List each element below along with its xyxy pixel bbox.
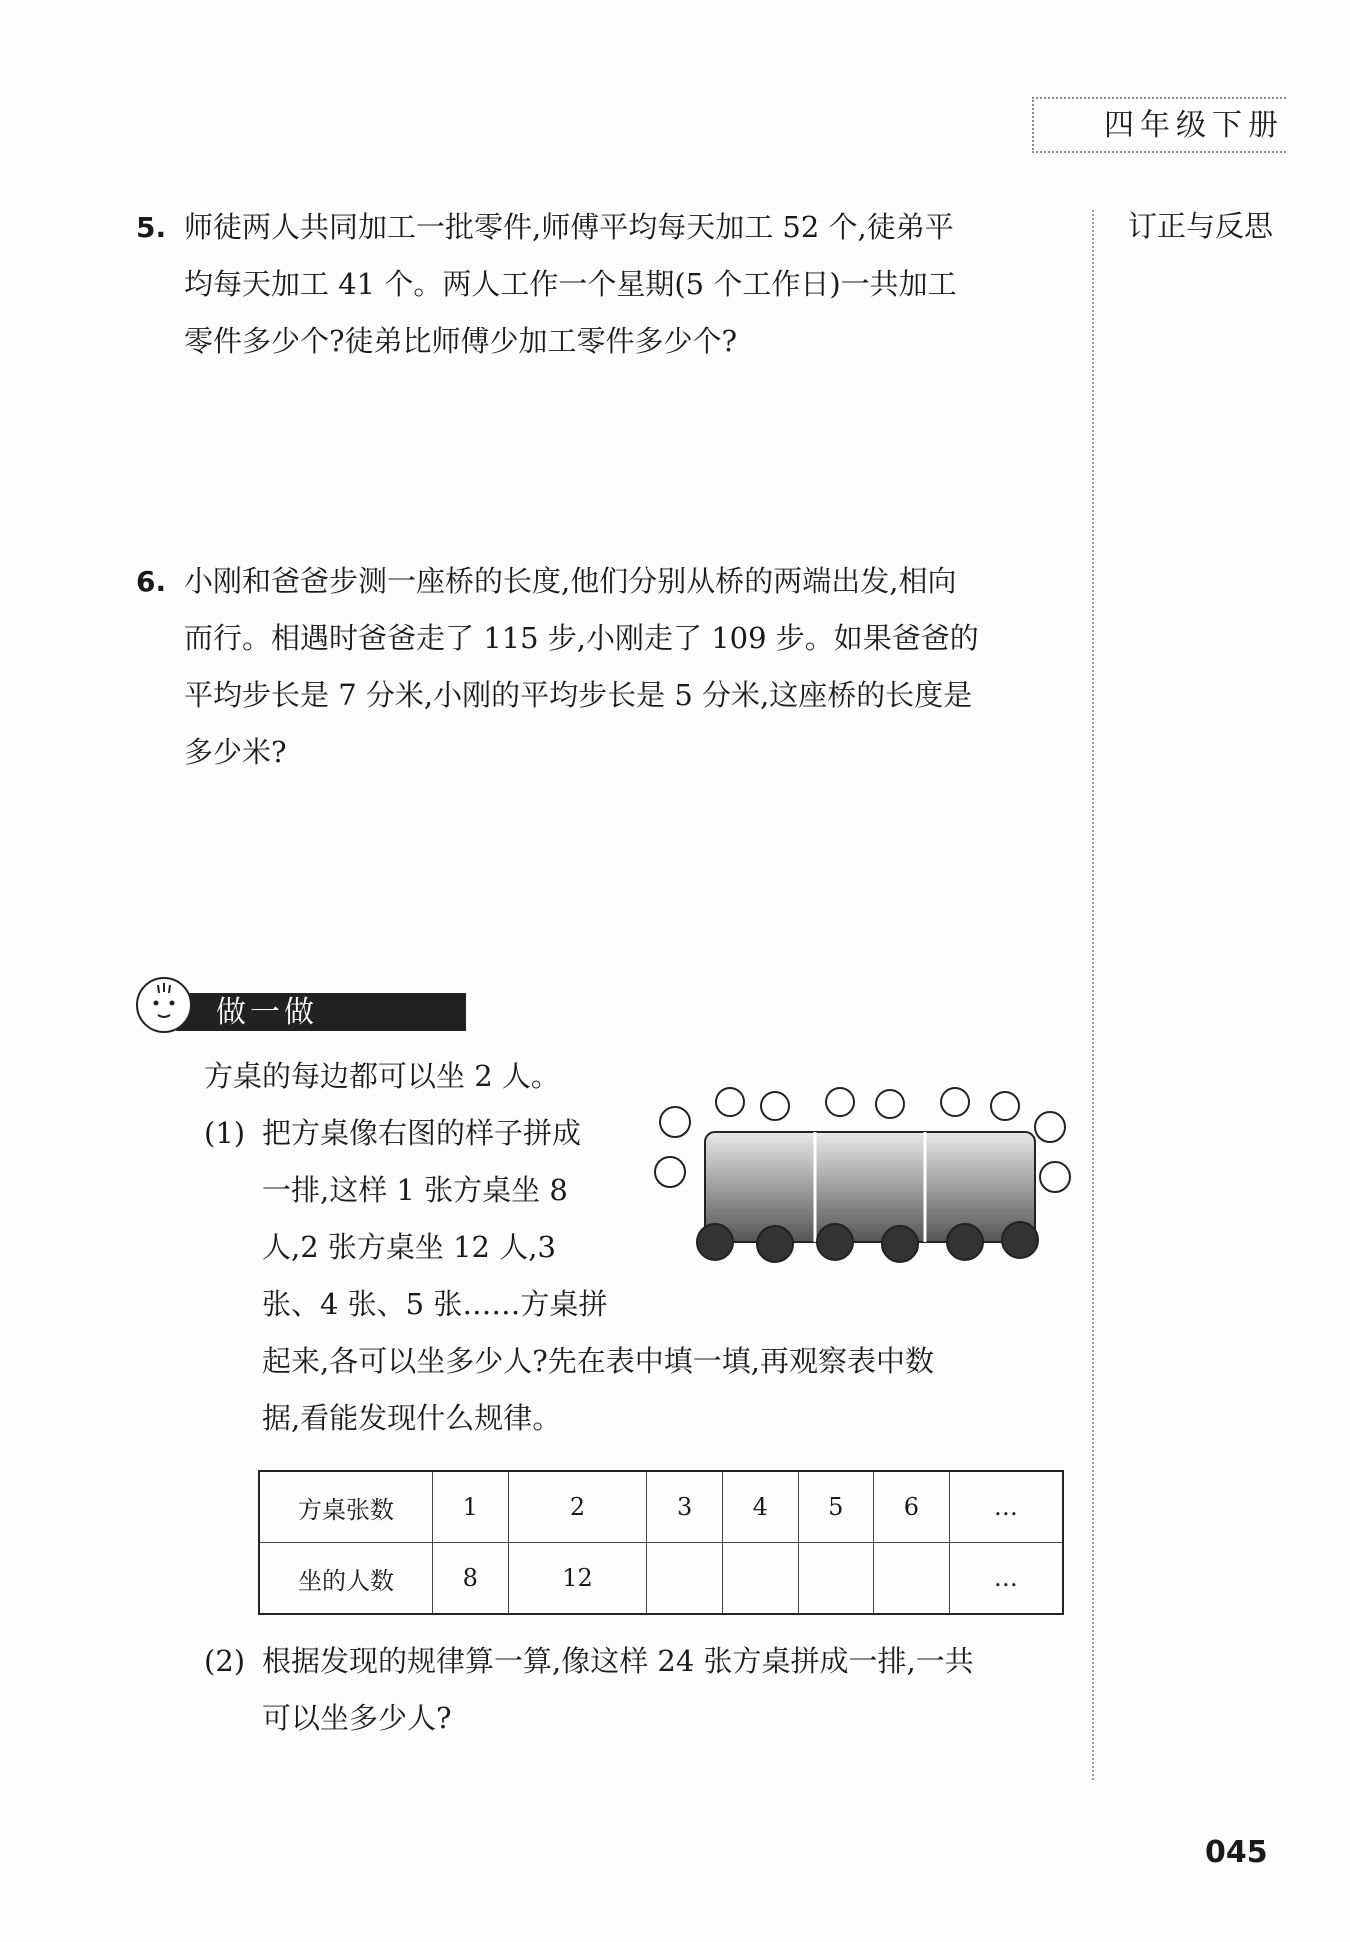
part-1-line: 一排,这样 1 张方桌坐 8 bbox=[262, 1173, 568, 1207]
table-cell: 12 bbox=[508, 1543, 647, 1615]
margin-divider bbox=[1092, 210, 1094, 1780]
table-row bbox=[259, 1543, 1063, 1615]
table-cell: 坐的人数 bbox=[259, 1543, 433, 1615]
answer-cell[interactable] bbox=[798, 1543, 874, 1615]
question-line: 多少米? bbox=[184, 735, 287, 769]
question-5 bbox=[136, 199, 1064, 370]
question-number: 6. bbox=[136, 565, 167, 598]
answer-cell[interactable] bbox=[647, 1543, 723, 1615]
activity-heading bbox=[136, 977, 336, 1037]
answer-cell[interactable] bbox=[722, 1543, 798, 1615]
question-line: 师徒两人共同加工一批零件,师傅平均每天加工 52 个,徒弟平 bbox=[184, 210, 954, 244]
table-cell: 4 bbox=[722, 1471, 798, 1543]
question-line: 零件多少个?徒弟比师傅少加工零件多少个? bbox=[184, 324, 738, 358]
table-cell: 6 bbox=[874, 1471, 950, 1543]
part-1-line: 起来,各可以坐多少人?先在表中填一填,再观察表中数 bbox=[262, 1344, 934, 1378]
activity-intro: 方桌的每边都可以坐 2 人。 bbox=[204, 1059, 560, 1093]
table-cell: 2 bbox=[508, 1471, 647, 1543]
question-line: 小刚和爸爸步测一座桥的长度,他们分别从桥的两端出发,相向 bbox=[184, 564, 957, 598]
table-row bbox=[259, 1471, 1063, 1543]
table-cell: … bbox=[949, 1543, 1063, 1615]
page-number: 045 bbox=[1205, 1835, 1268, 1870]
activity-title: 做一做 bbox=[216, 995, 318, 1030]
table-cell: 8 bbox=[433, 1543, 509, 1615]
answer-cell[interactable] bbox=[874, 1543, 950, 1615]
part-2-line: 根据发现的规律算一算,像这样 24 张方桌拼成一排,一共 bbox=[262, 1644, 974, 1678]
table-cell: 3 bbox=[647, 1471, 723, 1543]
part-1-line: 把方桌像右图的样子拼成 bbox=[262, 1116, 582, 1150]
part-1-line: 人,2 张方桌坐 12 人,3 bbox=[262, 1230, 556, 1264]
table-cell: … bbox=[949, 1471, 1063, 1543]
table-cell: 1 bbox=[433, 1471, 509, 1543]
tables-seats-table bbox=[258, 1470, 1064, 1615]
question-line: 而行。相遇时爸爸走了 115 步,小刚走了 109 步。如果爸爸的 bbox=[184, 621, 979, 655]
part-2-label: (2) bbox=[204, 1644, 246, 1678]
cartoon-face-icon bbox=[136, 977, 192, 1033]
table-cell: 5 bbox=[798, 1471, 874, 1543]
table-cell: 方桌张数 bbox=[259, 1471, 433, 1543]
grade-title: 四年级下册 bbox=[1098, 100, 1290, 144]
part-1-line: 据,看能发现什么规律。 bbox=[262, 1401, 562, 1435]
question-line: 均每天加工 41 个。两人工作一个星期(5 个工作日)一共加工 bbox=[184, 267, 957, 301]
children-at-tables-illustration bbox=[645, 1072, 1075, 1282]
part-2-line: 可以坐多少人? bbox=[262, 1701, 452, 1735]
question-number: 5. bbox=[136, 211, 167, 244]
part-1-label: (1) bbox=[204, 1116, 246, 1150]
question-line: 平均步长是 7 分米,小刚的平均步长是 5 分米,这座桥的长度是 bbox=[184, 678, 973, 712]
question-6 bbox=[136, 553, 1064, 781]
correction-reflection-label: 订正与反思 bbox=[1128, 209, 1274, 243]
part-1-line: 张、4 张、5 张……方桌拼 bbox=[262, 1287, 608, 1321]
